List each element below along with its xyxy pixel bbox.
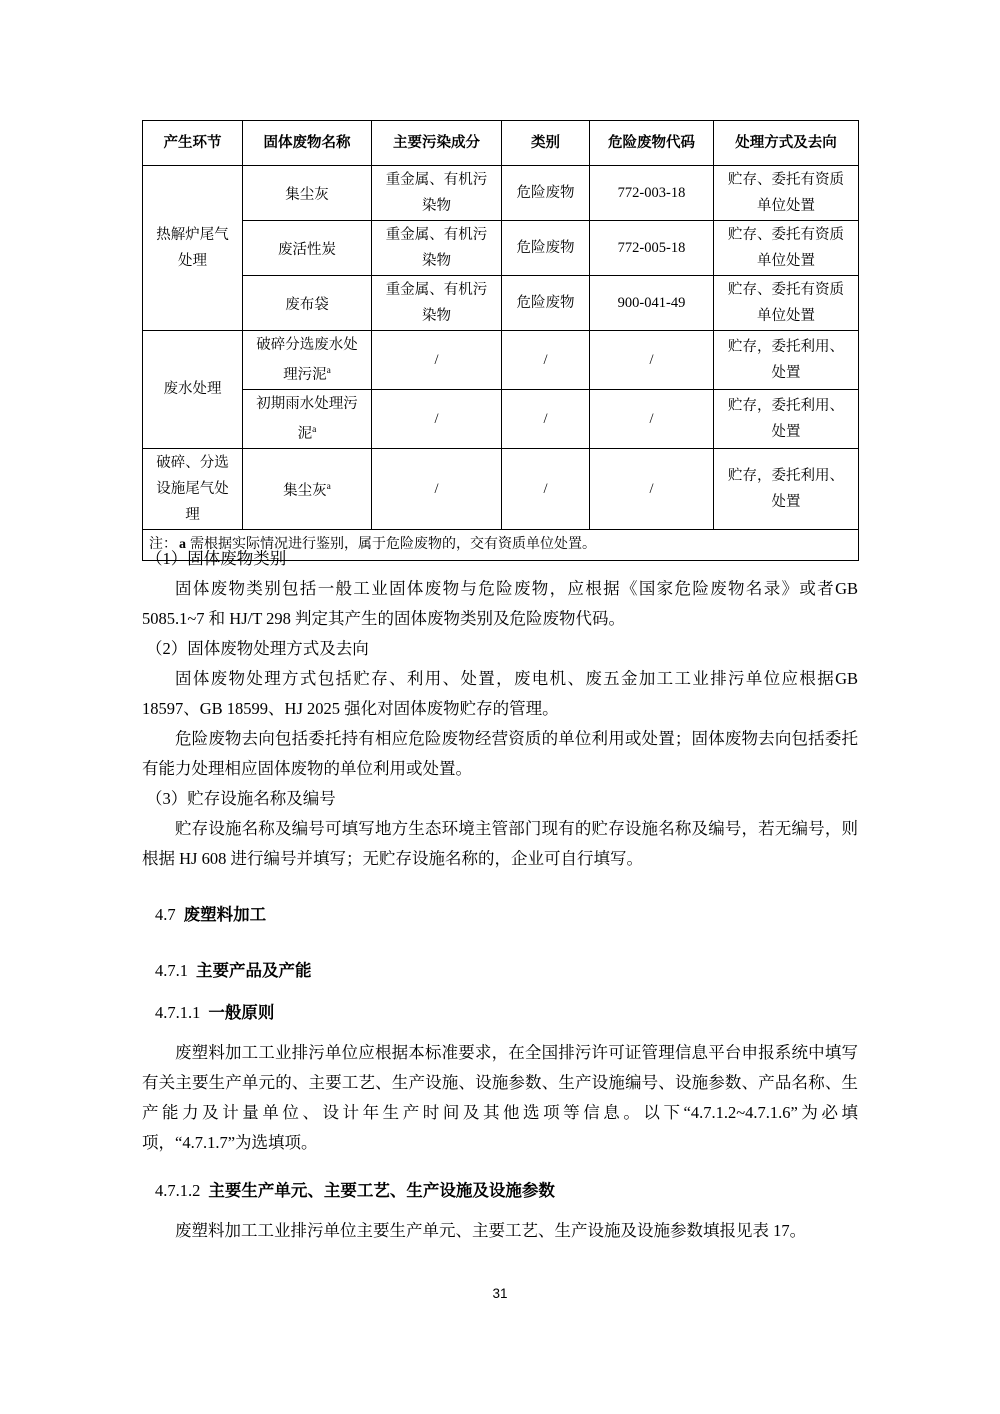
- section-title: 一般原则: [208, 1004, 275, 1022]
- category-cell: /: [502, 389, 590, 448]
- section-number: 4.7: [155, 905, 176, 924]
- table-row: [143, 166, 859, 221]
- stage-cell: 废水处理: [143, 331, 243, 449]
- waste-name-cell: 破碎分选废水处理污泥$^a$: [243, 331, 372, 390]
- code-cell: /: [590, 389, 714, 448]
- waste-name-cell: 初期雨水处理污泥$^a$: [243, 389, 372, 448]
- list-item-1-title: （1）固体废物类别: [146, 549, 287, 568]
- waste-name-cell: 集尘灰: [243, 166, 372, 221]
- pollutants-cell: 重金属、有机污染物: [372, 221, 502, 276]
- section-heading-4-7: [155, 900, 858, 930]
- code-cell: /: [590, 331, 714, 390]
- code-cell: 772-003-18: [590, 166, 714, 221]
- code-cell: 900-041-49: [590, 276, 714, 331]
- section-title: 主要产品及产能: [196, 962, 312, 980]
- disposal-cell: 贮存、委托有资质单位处置: [714, 166, 859, 221]
- paragraph: 危险废物去向包括委托持有相应危险废物经营资质的单位利用或处置；固体废物去向包括委托有能力处理相应固体废物的单位利用或处置。: [142, 729, 858, 778]
- table-row: [143, 389, 859, 448]
- stage-cell: 热解炉尾气处理: [143, 166, 243, 331]
- pollutants-cell: 重金属、有机污染物: [372, 166, 502, 221]
- note-ref: a: [312, 424, 317, 435]
- disposal-cell: 贮存，委托利用、处置: [714, 331, 859, 390]
- stage-cell: 破碎、分选设施尾气处理: [143, 448, 243, 529]
- category-cell: 危险废物: [502, 166, 590, 221]
- section-number: 4.7.1.1: [155, 1003, 201, 1022]
- paragraph: 废塑料加工工业排污单位主要生产单元、主要工艺、生产设施及设施参数填报见表 17。: [175, 1221, 807, 1240]
- disposal-cell: 贮存、委托有资质单位处置: [714, 221, 859, 276]
- col-header-category: 类别: [502, 121, 590, 166]
- body-text: [142, 544, 858, 1246]
- table-row: [143, 221, 859, 276]
- note-marker: a: [179, 536, 186, 552]
- pollutants-cell: /: [372, 331, 502, 390]
- col-header-pollutants: 主要污染成分: [372, 121, 502, 166]
- table-row: [143, 276, 859, 331]
- section-heading-4-7-1-1: [155, 998, 858, 1028]
- note-ref: a: [326, 366, 331, 376]
- disposal-cell: 贮存、委托有资质单位处置: [714, 276, 859, 331]
- table-header-row: [143, 121, 859, 166]
- note-text: 需根据实际情况进行鉴别，属于危险废物的，交有资质单位处置。: [190, 536, 596, 552]
- table-row: [143, 448, 859, 529]
- section-heading-4-7-1-2: [155, 1176, 858, 1206]
- section-number: 4.7.1.2: [155, 1181, 201, 1200]
- category-cell: 危险废物: [502, 221, 590, 276]
- code-cell: /: [590, 448, 714, 529]
- col-header-disposal: 处理方式及去向: [714, 121, 859, 166]
- category-cell: 危险废物: [502, 276, 590, 331]
- waste-name-cell: 集尘灰$^a$: [243, 448, 372, 529]
- col-header-stage: 产生环节: [143, 121, 243, 166]
- table-row: [143, 331, 859, 390]
- list-item-3-title: （3）贮存设施名称及编号: [146, 789, 336, 808]
- paragraph: 固体废物处理方式包括贮存、利用、处置，废电机、废五金加工工业排污单位应根据GB 18597、GB 18599、HJ 2025 强化对固体废物贮存的管理。: [142, 669, 858, 718]
- list-item-2-title: （2）固体废物处理方式及去向: [146, 639, 369, 658]
- section-title: 主要生产单元、主要工艺、生产设施及设施参数: [208, 1182, 555, 1200]
- paragraph: 废塑料加工工业排污单位应根据本标准要求，在全国排污许可证管理信息平台申报系统中填写有关主要生产单元的、主要工艺、生产设施、设施参数、生产设施编号、设施参数、产品名称、生产能力及计量单位、设计年生产时间及其他选项等信息。以下“4.7.1.2~4.7.1.6”为必填项，“4.7.1.7”为选填项。: [142, 1043, 858, 1152]
- section-number: 4.7.1: [155, 961, 188, 980]
- col-header-code: 危险废物代码: [590, 121, 714, 166]
- disposal-cell: 贮存，委托利用、处置: [714, 389, 859, 448]
- paragraph: 固体废物类别包括一般工业固体废物与危险废物，应根据《国家危险废物名录》或者GB 5085.1~7 和 HJ/T 298 判定其产生的固体废物类别及危险废物代码。: [142, 579, 858, 628]
- pollutants-cell: 重金属、有机污染物: [372, 276, 502, 331]
- col-header-waste-name: 固体废物名称: [243, 121, 372, 166]
- note-prefix: 注：: [149, 536, 177, 552]
- paragraph: 贮存设施名称及编号可填写地方生态环境主管部门现有的贮存设施名称及编号，若无编号，则根据 HJ 608 进行编号并填写；无贮存设施名称的，企业可自行填写。: [142, 819, 858, 868]
- pollutants-cell: /: [372, 448, 502, 529]
- waste-name-cell: 废布袋: [243, 276, 372, 331]
- page-number: 31: [492, 1286, 508, 1301]
- section-heading-4-7-1: [155, 956, 858, 986]
- disposal-cell: 贮存，委托利用、处置: [714, 448, 859, 529]
- section-title: 废塑料加工: [183, 906, 267, 924]
- note-ref: a: [326, 481, 331, 492]
- code-cell: 772-005-18: [590, 221, 714, 276]
- waste-name-cell: 废活性炭: [243, 221, 372, 276]
- pollutants-cell: /: [372, 389, 502, 448]
- category-cell: /: [502, 448, 590, 529]
- solid-waste-table: [142, 120, 859, 561]
- category-cell: /: [502, 331, 590, 390]
